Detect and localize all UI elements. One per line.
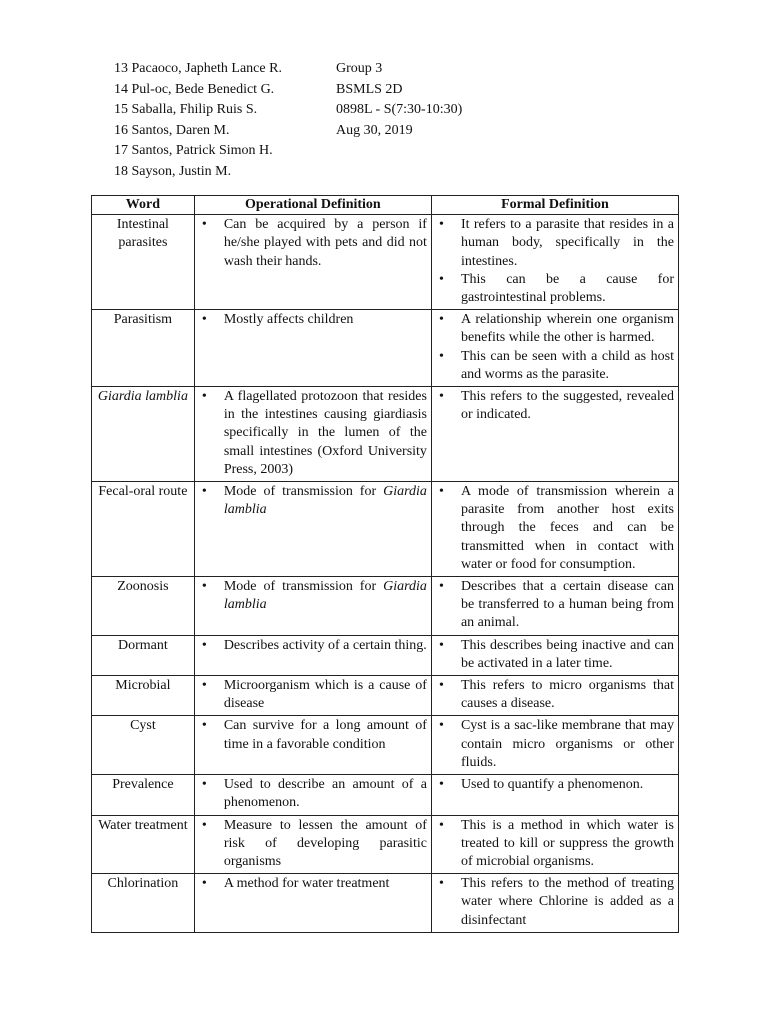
definitions-table (91, 195, 679, 933)
table-header-row (92, 196, 679, 215)
bullet-item (436, 875, 674, 930)
text-run: This is a method in which water is treated to kill or suppress the growth of microbial organisms. (460, 817, 674, 869)
text-run: Mode of transmission for (223, 484, 384, 500)
operational-definition-cell (194, 577, 431, 636)
table-row (92, 577, 679, 636)
bullet-item (199, 637, 427, 655)
operational-bullets (199, 817, 427, 872)
operational-bullets (199, 311, 427, 329)
table-row (92, 815, 679, 874)
formal-definition-cell (431, 874, 678, 933)
text-run: A mode of transmission wherein a parasite from another host exits through the feces and can be transmitted when in contact with water or food for consumption. (460, 484, 674, 572)
table-row (92, 676, 679, 716)
formal-bullets (436, 578, 674, 633)
member-name: 13 Pacaoco, Japheth Lance R. (114, 61, 282, 76)
operational-bullets (199, 388, 427, 479)
bullet-item (199, 717, 427, 753)
member-name: 17 Santos, Patrick Simon H. (114, 143, 273, 158)
word-cell: Fecal-oral route (92, 482, 195, 577)
formal-bullets (436, 483, 674, 574)
operational-definition-cell (194, 716, 431, 775)
column-header-operational: Operational Definition (194, 196, 431, 215)
word-cell: Intestinal parasites (92, 215, 195, 310)
formal-bullets (436, 677, 674, 713)
section-code: BSMLS 2D (336, 81, 403, 97)
text-run: A relationship wherein one organism benefits while the other is harmed. (460, 312, 674, 346)
operational-definition-cell (194, 482, 431, 577)
text-run: Can be acquired by a person if he/she played with pets and did not wash their hands. (223, 217, 427, 269)
operational-bullets (199, 483, 427, 519)
formal-bullets (436, 216, 674, 307)
operational-definition-cell (194, 815, 431, 874)
group-number: Group 3 (336, 61, 383, 76)
bullet-item (436, 216, 674, 271)
text-run: Mode of transmission for (223, 579, 384, 595)
text-run: Microorganism which is a cause of disease (223, 678, 427, 712)
bullet-item (436, 388, 674, 424)
operational-definition-cell (194, 676, 431, 716)
column-header-word: Word (92, 196, 195, 215)
bullet-item (199, 776, 427, 812)
bullet-item (436, 311, 674, 347)
formal-bullets (436, 311, 674, 384)
text-run: A method for water treatment (223, 876, 390, 892)
group-members-list (114, 59, 344, 182)
text-run: Describes that a certain disease can be transferred to a human being from an animal. (460, 579, 674, 631)
word-cell: Chlorination (92, 874, 195, 933)
text-run: This can be a cause for gastrointestinal problems. (460, 271, 674, 306)
operational-bullets (199, 776, 427, 812)
formal-definition-cell (431, 387, 678, 482)
operational-bullets (199, 875, 427, 893)
member-name: 15 Saballa, Fhilip Ruis S. (114, 102, 258, 117)
bullet-item (436, 483, 674, 574)
text-run: Can survive for a long amount of time in a favorable condition (223, 718, 427, 752)
bullet-item (199, 817, 427, 872)
word-cell: Microbial (92, 676, 195, 716)
word-cell: Zoonosis (92, 577, 195, 636)
table-row (92, 716, 679, 775)
bullet-item (436, 348, 674, 384)
bullet-item (199, 388, 427, 479)
table-row (92, 874, 679, 933)
bullet-item (436, 677, 674, 713)
formal-definition-cell (431, 676, 678, 716)
italic-term: Giardia lamblia (223, 579, 427, 613)
operational-definition-cell (194, 215, 431, 310)
text-run: Mostly affects children (223, 312, 354, 328)
formal-definition-cell (431, 775, 678, 815)
word-cell: Parasitism (92, 310, 195, 387)
formal-definition-cell (431, 215, 678, 310)
text-run: Measure to lessen the amount of risk of developing parasitic organisms (223, 817, 427, 869)
formal-definition-cell (431, 577, 678, 636)
table-row (92, 635, 679, 675)
operational-definition-cell (194, 310, 431, 387)
member-name: 14 Pul-oc, Bede Benedict G. (114, 81, 275, 97)
bullet-item (436, 271, 674, 307)
bullet-item (199, 483, 427, 519)
column-header-formal: Formal Definition (431, 196, 678, 215)
bullet-item (199, 216, 427, 271)
formal-definition-cell (431, 482, 678, 577)
bullet-item (436, 776, 674, 794)
text-run: A flagellated protozoon that resides in the intestines causing giardiasis specifically in the lumen of the small intestines (Oxford University Press, 2003) (223, 389, 427, 477)
operational-bullets (199, 717, 427, 753)
text-run: Cyst is a sac-like membrane that may contain micro organisms or other fluids. (460, 718, 674, 770)
table-row (92, 215, 679, 310)
bullet-item (199, 578, 427, 614)
word-cell: Giardia lamblia (92, 387, 195, 482)
text-run: This can be seen with a child as host and worms as the parasite. (460, 348, 674, 382)
operational-bullets (199, 578, 427, 614)
table-row (92, 482, 679, 577)
group-meta (336, 59, 536, 141)
table-row (92, 387, 679, 482)
formal-bullets (436, 817, 674, 872)
formal-definition-cell (431, 310, 678, 387)
operational-bullets (199, 637, 427, 655)
bullet-item (436, 717, 674, 772)
word-cell: Cyst (92, 716, 195, 775)
submission-date: Aug 30, 2019 (336, 122, 413, 138)
bullet-item (199, 677, 427, 713)
text-run: This describes being inactive and can be activated in a later time. (460, 637, 674, 671)
formal-definition-cell (431, 815, 678, 874)
text-run: This refers to the suggested, revealed or indicated. (460, 389, 674, 423)
formal-bullets (436, 637, 674, 673)
text-run: Used to quantify a phenomenon. (460, 777, 644, 793)
operational-definition-cell (194, 635, 431, 675)
text-run: Used to describe an amount of a phenomenon. (223, 777, 427, 811)
operational-bullets (199, 216, 427, 271)
bullet-item (436, 817, 674, 872)
italic-term: Giardia lamblia (223, 484, 427, 518)
operational-bullets (199, 677, 427, 713)
bullet-item (199, 875, 427, 893)
operational-definition-cell (194, 387, 431, 482)
text-run: This refers to micro organisms that causes a disease. (460, 678, 674, 712)
word-cell: Water treatment (92, 815, 195, 874)
text-run: Describes activity of a certain thing. (223, 637, 427, 653)
formal-bullets (436, 875, 674, 930)
word-cell: Dormant (92, 635, 195, 675)
word-cell: Prevalence (92, 775, 195, 815)
table-row (92, 310, 679, 387)
table-row (92, 775, 679, 815)
bullet-item (199, 311, 427, 329)
operational-definition-cell (194, 874, 431, 933)
table-body (92, 215, 679, 933)
formal-definition-cell (431, 716, 678, 775)
bullet-item (436, 637, 674, 673)
member-name: 16 Santos, Daren M. (114, 122, 230, 138)
formal-bullets (436, 717, 674, 772)
bullet-item (436, 578, 674, 633)
member-name: 18 Sayson, Justin M. (114, 163, 232, 179)
formal-bullets (436, 388, 674, 424)
formal-definition-cell (431, 635, 678, 675)
text-run: This refers to the method of treating water where Chlorine is added as a disinfectant (460, 876, 674, 928)
text-run: It refers to a parasite that resides in a human body, specifically in the intestines. (460, 217, 674, 269)
class-schedule: 0898L - S(7:30-10:30) (336, 102, 463, 117)
operational-definition-cell (194, 775, 431, 815)
formal-bullets (436, 776, 674, 794)
